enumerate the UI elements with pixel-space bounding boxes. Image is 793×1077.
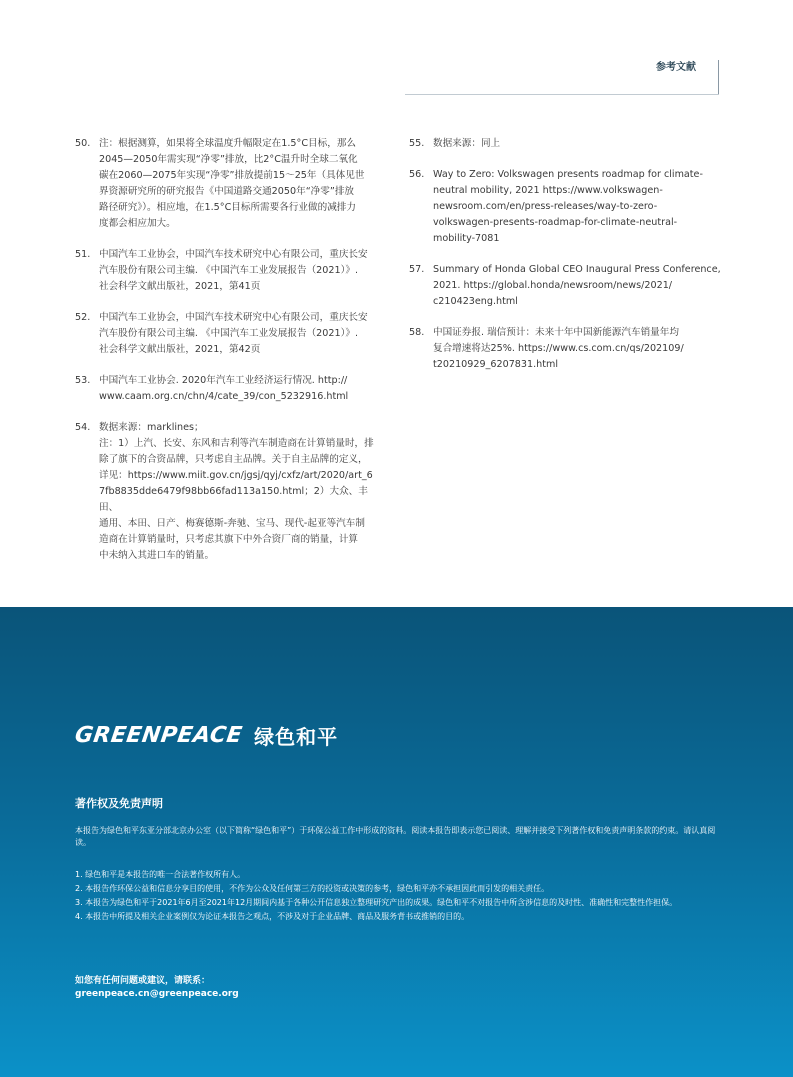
reference-item bbox=[409, 262, 721, 310]
references-left-column bbox=[75, 136, 385, 564]
contact-email-link[interactable]: greenpeace.cn@greenpeace.org bbox=[75, 989, 239, 999]
reference-text: 中国汽车工业协会，中国汽车技术研究中心有限公司，重庆长安 汽车股份有限公司主编. 《中国汽车工业发展报告（2021）》. 社会科学文献出版社，2021，第41页 bbox=[99, 249, 368, 292]
reference-item bbox=[75, 373, 385, 405]
reference-text: Way to Zero: Volkswagen presents roadmap for climate- neutral mobility, 2021 https://www.volkswagen- newsroom.com/en/press-releases/way-to-zero- volkswagen-presents-roadmap-for-climate-neutral- mobility-7081 bbox=[433, 169, 703, 244]
reference-number: 54. bbox=[75, 422, 91, 433]
header-divider-horizontal bbox=[405, 94, 719, 95]
section-title: 参考文献 bbox=[656, 62, 696, 73]
logo-wordmark-cn: 绿色和平 bbox=[254, 724, 339, 749]
reference-item bbox=[409, 167, 721, 247]
reference-item bbox=[75, 136, 385, 232]
reference-text: 中国证券报. 瑞信预计：未来十年中国新能源汽车销量年均 复合增速将达25%. https://www.cs.com.cn/qs/202109/ t20210929_6207831.html bbox=[433, 327, 684, 370]
contact-block bbox=[75, 975, 239, 1001]
disclaimer-intro: 本报告为绿色和平东亚分部北京办公室（以下简称“绿色和平”）于环保公益工作中形成的资料。阅读本报告即表示您已阅读、理解并接受下列著作权和免责声明条款的约束。请认真阅读。 bbox=[75, 826, 716, 847]
reference-number: 57. bbox=[409, 264, 425, 275]
contact-label: 如您有任何问题或建议，请联系： bbox=[75, 976, 211, 986]
disclaimer-item: 1. 绿色和平是本报告的唯一合法著作权所有人。 bbox=[75, 870, 246, 879]
reference-number: 55. bbox=[409, 138, 425, 149]
reference-text: 中国汽车工业协会. 2020年汽车工业经济运行情况. http:// www.caam.org.cn/chn/4/cate_39/con_5232916.html bbox=[99, 375, 349, 402]
reference-number: 52. bbox=[75, 312, 91, 323]
disclaimer-item: 2. 本报告作环保公益和信息分享目的使用，不作为公众及任何第三方的投资或决策的参考，绿色和平亦不承担因此而引发的相关责任。 bbox=[75, 884, 550, 893]
footer-panel bbox=[0, 607, 793, 1077]
disclaimer-heading: 著作权及免责声明 bbox=[75, 797, 163, 810]
reference-item bbox=[409, 325, 721, 373]
reference-number: 58. bbox=[409, 327, 425, 338]
reference-number: 51. bbox=[75, 249, 91, 260]
reference-text: 数据来源：marklines； 注：1）上汽、长安、东风和吉利等汽车制造商在计算销量时，排 除了旗下的合资品牌，只考虑自主品牌。关于自主品牌的定义， 详见：https://www.miit.gov.cn/jgsj/qyj/cxfz/art/2020/art_6 7fb8835dde6479f98bb66fad113a150.html；2）大众、丰田、 通用、本田、日产、梅赛德斯-奔驰、宝马、现代-起亚等汽车制 造商在计算销量时，只考虑其旗下中外合资厂商的销量，计算 中未纳入其进口车的销量。 bbox=[99, 422, 374, 561]
reference-item bbox=[75, 247, 385, 295]
header-divider-vertical bbox=[718, 60, 719, 95]
reference-text: 数据来源：同上 bbox=[433, 138, 501, 149]
greenpeace-logo bbox=[75, 720, 338, 750]
reference-number: 50. bbox=[75, 138, 91, 149]
reference-item bbox=[75, 420, 385, 564]
references-right-column bbox=[409, 136, 721, 373]
reference-item bbox=[409, 136, 721, 152]
reference-text: 注：根据测算，如果将全球温度升幅限定在1.5°C目标，那么 2045—2050年需实现“净零”排放，比2°C温升时全球二氧化 碳在2060—2075年实现“净零”排放提前15～25年（具体见世 界资源研究所的研究报告《中国道路交通2050年“净零”排放 路径研究》）。相应地，在1.5°C目标所需要各行业做的减排力 度都会相应加大。 bbox=[99, 138, 365, 229]
reference-text: 中国汽车工业协会，中国汽车技术研究中心有限公司，重庆长安 汽车股份有限公司主编. 《中国汽车工业发展报告（2021）》. 社会科学文献出版社，2021，第42页 bbox=[99, 312, 368, 355]
reference-text: Summary of Honda Global CEO Inaugural Press Conference, 2021. https://global.honda/newsroom/news/2021/ c210423eng.html bbox=[433, 264, 721, 307]
disclaimer-item: 4. 本报告中所提及相关企业案例仅为论证本报告之观点，不涉及对于企业品牌、商品及服务背书或推销的目的。 bbox=[75, 912, 470, 921]
reference-number: 53. bbox=[75, 375, 91, 386]
reference-number: 56. bbox=[409, 169, 425, 180]
disclaimer-item: 3. 本报告为绿色和平于2021年6月至2021年12月期间内基于各种公开信息独立整理研究产出的成果。绿色和平不对报告中所含涉信息的及时性、准确性和完整性作担保。 bbox=[75, 898, 678, 907]
logo-wordmark-en: GREENPEACE bbox=[73, 722, 244, 748]
disclaimer-list bbox=[75, 869, 720, 925]
reference-item bbox=[75, 310, 385, 358]
